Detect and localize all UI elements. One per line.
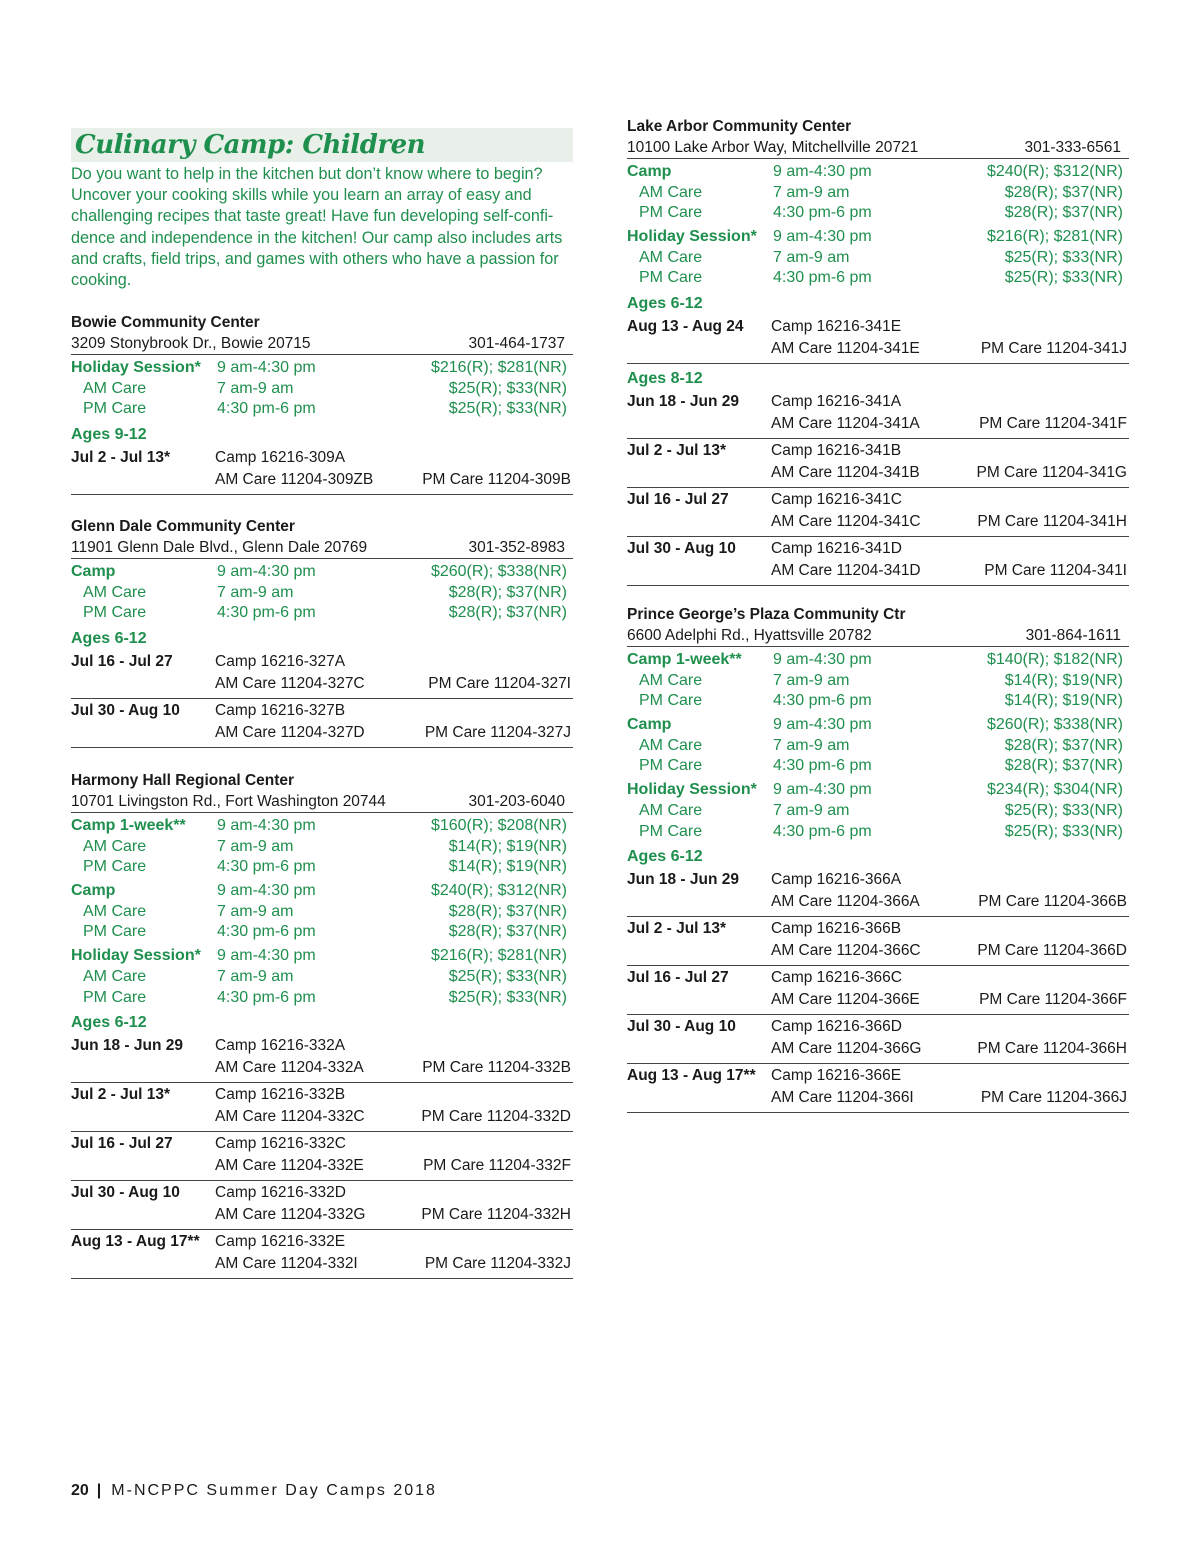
session-row <box>71 1132 573 1181</box>
camp-code: Camp 16216-327A <box>215 653 346 671</box>
session-row <box>71 1181 573 1230</box>
program-label: Camp <box>627 163 672 180</box>
price: $28(R); $37(NR) <box>448 583 567 601</box>
price: $14(R); $19(NR) <box>448 837 567 855</box>
price: $28(R); $37(NR) <box>448 604 567 622</box>
price: $216(R); $281(NR) <box>430 947 567 965</box>
price: $25(R); $33(NR) <box>448 988 567 1006</box>
program-label: Camp <box>71 882 116 900</box>
fee-row <box>627 650 1129 671</box>
session-dates: Jul 30 - Aug 10 <box>627 540 736 558</box>
pm-care-code: PM Care 11204-341H <box>977 513 1127 531</box>
price: $14(R); $19(NR) <box>1004 671 1123 689</box>
pm-care-code: PM Care 11204-332H <box>421 1206 571 1224</box>
page-number: 20 <box>71 1482 89 1499</box>
time-range: 4:30 pm-6 pm <box>773 269 872 287</box>
community-center <box>627 116 1129 586</box>
fee-row <box>71 857 573 878</box>
session-dates: Jul 2 - Jul 13* <box>627 442 727 460</box>
price: $160(R); $208(NR) <box>430 817 567 834</box>
am-care-code: AM Care 11204-366A <box>771 893 920 911</box>
session-row <box>627 439 1129 488</box>
pm-care-code: PM Care 11204-366D <box>977 942 1127 960</box>
section-title: Culinary Camp: Children <box>75 130 426 160</box>
time-range: 4:30 pm-6 pm <box>217 858 316 876</box>
pm-care-code: PM Care 11204-332J <box>424 1255 571 1273</box>
section-title-bar <box>71 128 573 162</box>
am-care-code: AM Care 11204-341B <box>771 464 920 482</box>
session-row <box>627 868 1129 917</box>
pm-care-code: PM Care 11204-366B <box>978 893 1127 911</box>
pm-care-code: PM Care 11204-341I <box>984 562 1127 580</box>
price: $234(R); $304(NR) <box>986 781 1123 799</box>
community-center <box>627 604 1129 1113</box>
session-row <box>71 1083 573 1132</box>
program-label: Holiday Session* <box>71 947 201 965</box>
fee-row <box>71 922 573 943</box>
camp-code: Camp 16216-341A <box>771 393 902 411</box>
am-care-code: AM Care 11204-366I <box>771 1089 914 1107</box>
care-label: AM Care <box>639 248 703 266</box>
care-label: PM Care <box>639 822 703 840</box>
fee-group <box>627 780 1129 842</box>
center-name: Harmony Hall Regional Center <box>71 772 295 789</box>
time-range: 7 am-9 am <box>773 801 850 819</box>
fee-group <box>71 562 573 624</box>
camp-code: Camp 16216-366A <box>771 871 902 889</box>
fee-row <box>627 756 1129 777</box>
care-label: AM Care <box>83 902 147 920</box>
care-label: PM Care <box>639 269 703 287</box>
session-dates: Jul 16 - Jul 27 <box>627 491 729 509</box>
fee-row <box>71 946 573 967</box>
pm-care-code: PM Care 11204-366F <box>979 991 1127 1009</box>
time-range: 4:30 pm-6 pm <box>217 604 316 622</box>
fee-row <box>71 967 573 988</box>
price: $25(R); $33(NR) <box>448 967 567 985</box>
pm-care-code: PM Care 11204-341J <box>980 340 1127 358</box>
time-range: 4:30 pm-6 pm <box>217 400 316 418</box>
care-label: PM Care <box>83 923 147 941</box>
price: $216(R); $281(NR) <box>430 359 567 376</box>
program-label: Camp 1-week** <box>627 651 742 668</box>
fee-group <box>627 227 1129 289</box>
care-label: AM Care <box>639 736 703 754</box>
fee-row <box>627 715 1129 736</box>
pm-care-code: PM Care 11204-366H <box>977 1040 1127 1058</box>
community-center <box>71 312 573 495</box>
camp-code: Camp 16216-341C <box>771 491 902 509</box>
address-text: 10100 Lake Arbor Way, Mitchellville 20721 <box>627 139 919 156</box>
time-range: 9 am-4:30 pm <box>773 651 872 668</box>
fee-row <box>71 399 573 420</box>
session-dates: Jul 2 - Jul 13* <box>627 920 727 938</box>
price: $28(R); $37(NR) <box>1004 757 1123 775</box>
time-range: 7 am-9 am <box>217 902 294 920</box>
care-label: AM Care <box>83 967 147 985</box>
session-row <box>627 537 1129 586</box>
camp-code: Camp 16216-341D <box>771 540 902 558</box>
price: $25(R); $33(NR) <box>1004 822 1123 840</box>
fee-row <box>627 268 1129 289</box>
price: $260(R); $338(NR) <box>430 563 567 580</box>
fee-row <box>627 162 1129 183</box>
time-range: 7 am-9 am <box>217 583 294 601</box>
time-range: 4:30 pm-6 pm <box>773 204 872 222</box>
phone-number: 301-464-1737 <box>468 335 565 352</box>
age-range: Ages 6-12 <box>71 1014 147 1032</box>
session-row <box>627 966 1129 1015</box>
session-row <box>71 650 573 699</box>
time-range: 9 am-4:30 pm <box>217 817 316 834</box>
session-dates: Jul 2 - Jul 13* <box>71 1086 171 1104</box>
session-dates: Jul 2 - Jul 13* <box>71 449 171 467</box>
fee-row <box>627 203 1129 224</box>
address-text: 11901 Glenn Dale Blvd., Glenn Dale 20769 <box>71 539 368 556</box>
age-range: Ages 6-12 <box>627 295 703 313</box>
fee-row <box>71 837 573 858</box>
am-care-code: AM Care 11204-341D <box>771 562 921 580</box>
time-range: 7 am-9 am <box>217 967 294 985</box>
address-text: 6600 Adelphi Rd., Hyattsville 20782 <box>627 627 872 644</box>
pm-care-code: PM Care 11204-366J <box>980 1089 1127 1107</box>
pm-care-code: PM Care 11204-332F <box>423 1157 571 1175</box>
session-dates: Jul 30 - Aug 10 <box>627 1018 736 1036</box>
camp-code: Camp 16216-366C <box>771 969 902 987</box>
camp-code: Camp 16216-332E <box>215 1233 346 1251</box>
phone-number: 301-203-6040 <box>468 793 565 810</box>
age-range: Ages 6-12 <box>71 630 147 648</box>
center-address <box>627 625 1129 647</box>
fee-row <box>627 227 1129 248</box>
session-dates: Jun 18 - Jun 29 <box>71 1037 183 1055</box>
care-label: AM Care <box>639 801 703 819</box>
am-care-code: AM Care 11204-327D <box>215 724 365 742</box>
time-range: 7 am-9 am <box>217 837 294 855</box>
fee-group <box>71 358 573 420</box>
program-label: Camp 1-week** <box>71 817 186 834</box>
care-label: AM Care <box>639 671 703 689</box>
time-range: 4:30 pm-6 pm <box>773 757 872 775</box>
time-range: 7 am-9 am <box>773 183 850 201</box>
price: $25(R); $33(NR) <box>448 400 567 418</box>
fee-row <box>627 801 1129 822</box>
time-range: 7 am-9 am <box>773 671 850 689</box>
program-label: Holiday Session* <box>71 359 201 376</box>
time-range: 4:30 pm-6 pm <box>773 822 872 840</box>
fee-row <box>71 603 573 624</box>
time-range: 4:30 pm-6 pm <box>217 923 316 941</box>
fee-row <box>71 881 573 902</box>
session-row <box>627 1015 1129 1064</box>
time-range: 9 am-4:30 pm <box>773 228 872 246</box>
session-row <box>71 699 573 748</box>
price: $240(R); $312(NR) <box>986 163 1123 180</box>
phone-number: 301-864-1611 <box>1025 627 1121 644</box>
fee-row <box>627 736 1129 757</box>
time-range: 9 am-4:30 pm <box>217 882 316 900</box>
camp-code: Camp 16216-332D <box>215 1184 346 1202</box>
am-care-code: AM Care 11204-366C <box>771 942 921 960</box>
time-range: 9 am-4:30 pm <box>217 359 316 376</box>
program-label: Holiday Session* <box>627 781 757 799</box>
am-care-code: AM Care 11204-332E <box>215 1157 364 1175</box>
session-row <box>71 1230 573 1279</box>
session-row <box>71 446 573 495</box>
price: $140(R); $182(NR) <box>986 651 1123 668</box>
session-dates: Aug 13 - Aug 17** <box>627 1067 756 1085</box>
community-center <box>71 770 573 1279</box>
fee-row <box>71 583 573 604</box>
session-row <box>71 1034 573 1083</box>
session-dates: Jun 18 - Jun 29 <box>627 393 739 411</box>
price: $28(R); $37(NR) <box>448 923 567 941</box>
camp-code: Camp 16216-366D <box>771 1018 902 1036</box>
program-label: Camp <box>627 716 672 734</box>
fee-group <box>71 946 573 1008</box>
session-dates: Jul 16 - Jul 27 <box>71 1135 173 1153</box>
price: $28(R); $37(NR) <box>1004 736 1123 754</box>
center-address <box>627 137 1129 159</box>
center-name: Glenn Dale Community Center <box>71 518 295 535</box>
price: $28(R); $37(NR) <box>1004 183 1123 201</box>
publication-title: M-NCPPC Summer Day Camps 2018 <box>111 1482 437 1499</box>
session-dates: Jul 30 - Aug 10 <box>71 1184 180 1202</box>
fee-row <box>71 816 573 837</box>
pm-care-code: PM Care 11204-341G <box>976 464 1127 482</box>
care-label: AM Care <box>83 379 147 397</box>
session-row <box>627 390 1129 439</box>
fee-group <box>71 816 573 878</box>
center-name: Lake Arbor Community Center <box>627 118 852 135</box>
age-range: Ages 6-12 <box>627 848 703 866</box>
price: $25(R); $33(NR) <box>1004 248 1123 266</box>
camp-code: Camp 16216-341B <box>771 442 902 460</box>
session-dates: Aug 13 - Aug 24 <box>627 318 744 336</box>
camp-code: Camp 16216-332C <box>215 1135 346 1153</box>
session-dates: Jul 30 - Aug 10 <box>71 702 180 720</box>
time-range: 9 am-4:30 pm <box>217 563 316 580</box>
program-label: Camp <box>71 563 116 580</box>
section-intro: Do you want to help in the kitchen but don’t know where to begin? Uncover your cooking skills while you learn an array of easy and challenging recipes that taste great! Have fun developing self-confi-dence and independence in the kitchen! Our camp also includes arts and crafts, field trips, and games with others who have a passion for cooking. <box>71 165 563 290</box>
session-row <box>627 488 1129 537</box>
price: $28(R); $37(NR) <box>1004 204 1123 222</box>
fee-group <box>71 881 573 943</box>
fee-row <box>71 379 573 400</box>
address-text: 10701 Livingston Rd., Fort Washington 20744 <box>71 793 386 810</box>
am-care-code: AM Care 11204-341E <box>771 340 920 358</box>
time-range: 9 am-4:30 pm <box>773 163 872 180</box>
am-care-code: AM Care 11204-327C <box>215 675 365 693</box>
am-care-code: AM Care 11204-366E <box>771 991 920 1009</box>
time-range: 7 am-9 am <box>773 736 850 754</box>
time-range: 9 am-4:30 pm <box>773 781 872 799</box>
am-care-code: AM Care 11204-341C <box>771 513 921 531</box>
session-row <box>627 315 1129 364</box>
center-name: Bowie Community Center <box>71 314 260 331</box>
time-range: 7 am-9 am <box>773 248 850 266</box>
camp-code: Camp 16216-332B <box>215 1086 346 1104</box>
price: $28(R); $37(NR) <box>448 902 567 920</box>
pm-care-code: PM Care 11204-332B <box>422 1059 571 1077</box>
pm-care-code: PM Care 11204-327I <box>428 675 571 693</box>
camp-code: Camp 16216-332A <box>215 1037 346 1055</box>
pm-care-code: PM Care 11204-341F <box>979 415 1127 433</box>
care-label: PM Care <box>83 988 147 1006</box>
time-range: 4:30 pm-6 pm <box>217 988 316 1006</box>
fee-row <box>627 671 1129 692</box>
price: $25(R); $33(NR) <box>448 379 567 397</box>
community-center <box>71 516 573 748</box>
am-care-code: AM Care 11204-332A <box>215 1059 364 1077</box>
center-address <box>71 333 573 355</box>
session-row <box>627 917 1129 966</box>
price: $14(R); $19(NR) <box>1004 692 1123 710</box>
care-label: PM Care <box>83 400 147 418</box>
center-address <box>71 537 573 559</box>
am-care-code: AM Care 11204-332G <box>215 1206 366 1224</box>
care-label: AM Care <box>83 837 147 855</box>
am-care-code: AM Care 11204-366G <box>771 1040 922 1058</box>
price: $240(R); $312(NR) <box>430 882 567 900</box>
price: $25(R); $33(NR) <box>1004 801 1123 819</box>
fee-row <box>627 780 1129 801</box>
camp-code: Camp 16216-366E <box>771 1067 902 1085</box>
am-care-code: AM Care 11204-309ZB <box>215 471 374 489</box>
fee-group <box>627 162 1129 224</box>
care-label: PM Care <box>639 757 703 775</box>
care-label: PM Care <box>639 692 703 710</box>
am-care-code: AM Care 11204-341A <box>771 415 920 433</box>
fee-row <box>71 562 573 583</box>
price: $14(R); $19(NR) <box>448 858 567 876</box>
fee-row <box>71 902 573 923</box>
fee-group <box>627 715 1129 777</box>
fee-row <box>627 822 1129 843</box>
price: $260(R); $338(NR) <box>986 716 1123 734</box>
session-row <box>627 1064 1129 1113</box>
care-label: PM Care <box>83 604 147 622</box>
address-text: 3209 Stonybrook Dr., Bowie 20715 <box>71 335 311 352</box>
camp-code: Camp 16216-309A <box>215 449 346 467</box>
time-range: 9 am-4:30 pm <box>217 947 316 965</box>
center-name: Prince George’s Plaza Community Ctr <box>627 606 906 623</box>
program-label: Holiday Session* <box>627 228 757 246</box>
pm-care-code: PM Care 11204-332D <box>421 1108 571 1126</box>
am-care-code: AM Care 11204-332C <box>215 1108 365 1126</box>
time-range: 7 am-9 am <box>217 379 294 397</box>
session-dates: Jul 16 - Jul 27 <box>627 969 729 987</box>
page-footer <box>71 1482 437 1500</box>
fee-row <box>71 358 573 379</box>
phone-number: 301-352-8983 <box>468 539 565 556</box>
fee-row <box>627 691 1129 712</box>
pm-care-code: PM Care 11204-309B <box>422 471 571 489</box>
fee-row <box>627 183 1129 204</box>
time-range: 9 am-4:30 pm <box>773 716 872 734</box>
care-label: AM Care <box>639 183 703 201</box>
care-label: PM Care <box>639 204 703 222</box>
age-range: Ages 9-12 <box>71 426 147 444</box>
time-range: 4:30 pm-6 pm <box>773 692 872 710</box>
am-care-code: AM Care 11204-332I <box>215 1255 358 1273</box>
camp-code: Camp 16216-327B <box>215 702 346 720</box>
camp-code: Camp 16216-341E <box>771 318 902 336</box>
price: $216(R); $281(NR) <box>986 228 1123 246</box>
care-label: AM Care <box>83 583 147 601</box>
age-range: Ages 8-12 <box>627 370 703 388</box>
center-address <box>71 791 573 813</box>
pm-care-code: PM Care 11204-327J <box>424 724 571 742</box>
fee-row <box>627 248 1129 269</box>
session-dates: Jun 18 - Jun 29 <box>627 871 739 889</box>
fee-row <box>71 988 573 1009</box>
session-dates: Jul 16 - Jul 27 <box>71 653 173 671</box>
session-dates: Aug 13 - Aug 17** <box>71 1233 200 1251</box>
phone-number: 301-333-6561 <box>1024 139 1121 156</box>
footer-separator: | <box>96 1482 104 1499</box>
care-label: PM Care <box>83 858 147 876</box>
camp-code: Camp 16216-366B <box>771 920 902 938</box>
price: $25(R); $33(NR) <box>1004 269 1123 287</box>
fee-group <box>627 650 1129 712</box>
